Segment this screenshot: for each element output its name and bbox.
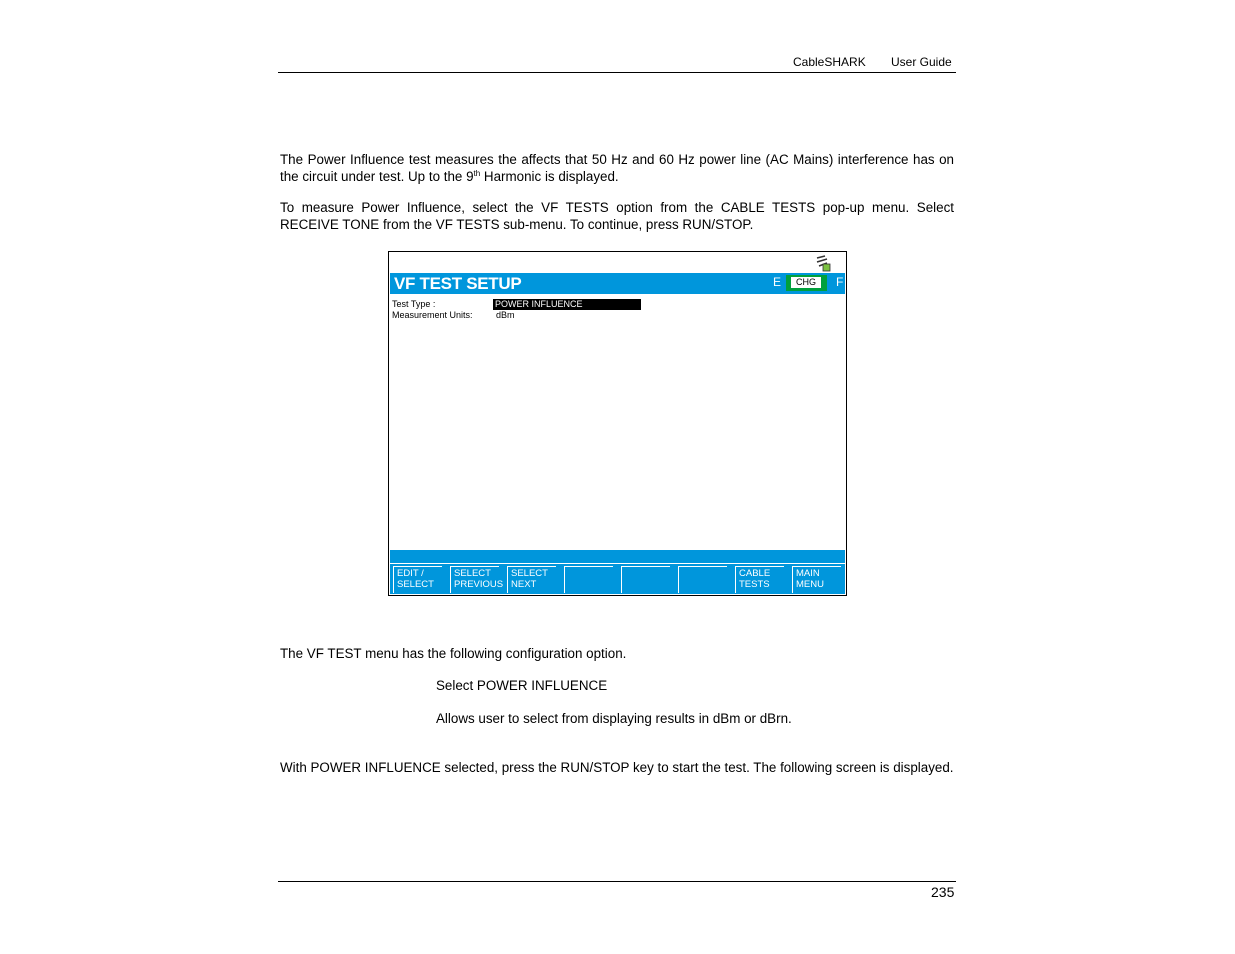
select-next-button[interactable]: SELECT NEXT <box>507 566 556 593</box>
device-screen <box>388 251 847 596</box>
function-key-bar <box>390 550 845 594</box>
edit-select-button[interactable]: EDIT / SELECT <box>393 566 442 593</box>
function-key-6[interactable] <box>678 566 727 593</box>
signal-icon <box>815 255 833 273</box>
intro-paragraph-2: To measure Power Influence, select the VF TESTS option from the CABLE TESTS pop-up menu. Select RECEIVE TONE from the VF TESTS sub-menu. To continue, press RUN/STOP. <box>280 200 954 232</box>
config-option-test-type: Select POWER INFLUENCE <box>436 678 608 693</box>
battery-icon <box>786 275 827 291</box>
battery-full-label: F <box>836 275 844 289</box>
header-guide: User Guide <box>891 55 952 69</box>
test-type-value[interactable]: POWER INFLUENCE <box>493 299 641 310</box>
page-number: 235 <box>931 884 955 900</box>
main-menu-button[interactable]: MAIN MENU <box>792 566 841 593</box>
header-rule <box>278 72 956 73</box>
intro-paragraph-1: The Power Influence test measures the affects that 50 Hz and 60 Hz power line (AC Mains) interference has on the circuit under test. Up to the 9th Harmonic is displayed. <box>280 152 954 184</box>
title-bar <box>390 273 845 294</box>
select-previous-button[interactable]: SELECT PREVIOUS <box>450 566 499 593</box>
function-key-4[interactable] <box>564 566 613 593</box>
header-product: CableSHARK <box>793 55 866 69</box>
config-option-units: Allows user to select from displaying results in dBm or dBrn. <box>436 711 792 726</box>
battery-empty-label: E <box>773 275 782 289</box>
screen-title: VF TEST SETUP <box>394 274 522 293</box>
measurement-units-label: Measurement Units: <box>392 310 473 320</box>
test-type-label: Test Type : <box>392 299 436 309</box>
cable-tests-button[interactable]: CABLE TESTS <box>735 566 784 593</box>
run-paragraph: With POWER INFLUENCE selected, press the RUN/STOP key to start the test. The following screen is displayed. <box>280 760 954 775</box>
measurement-units-value[interactable]: dBm <box>496 310 515 320</box>
superscript-th: th <box>473 168 481 178</box>
battery-status: CHG <box>791 277 821 288</box>
function-key-separator <box>390 563 845 564</box>
config-intro: The VF TEST menu has the following configuration option. <box>280 646 627 661</box>
function-key-5[interactable] <box>621 566 670 593</box>
footer-rule <box>278 881 956 882</box>
